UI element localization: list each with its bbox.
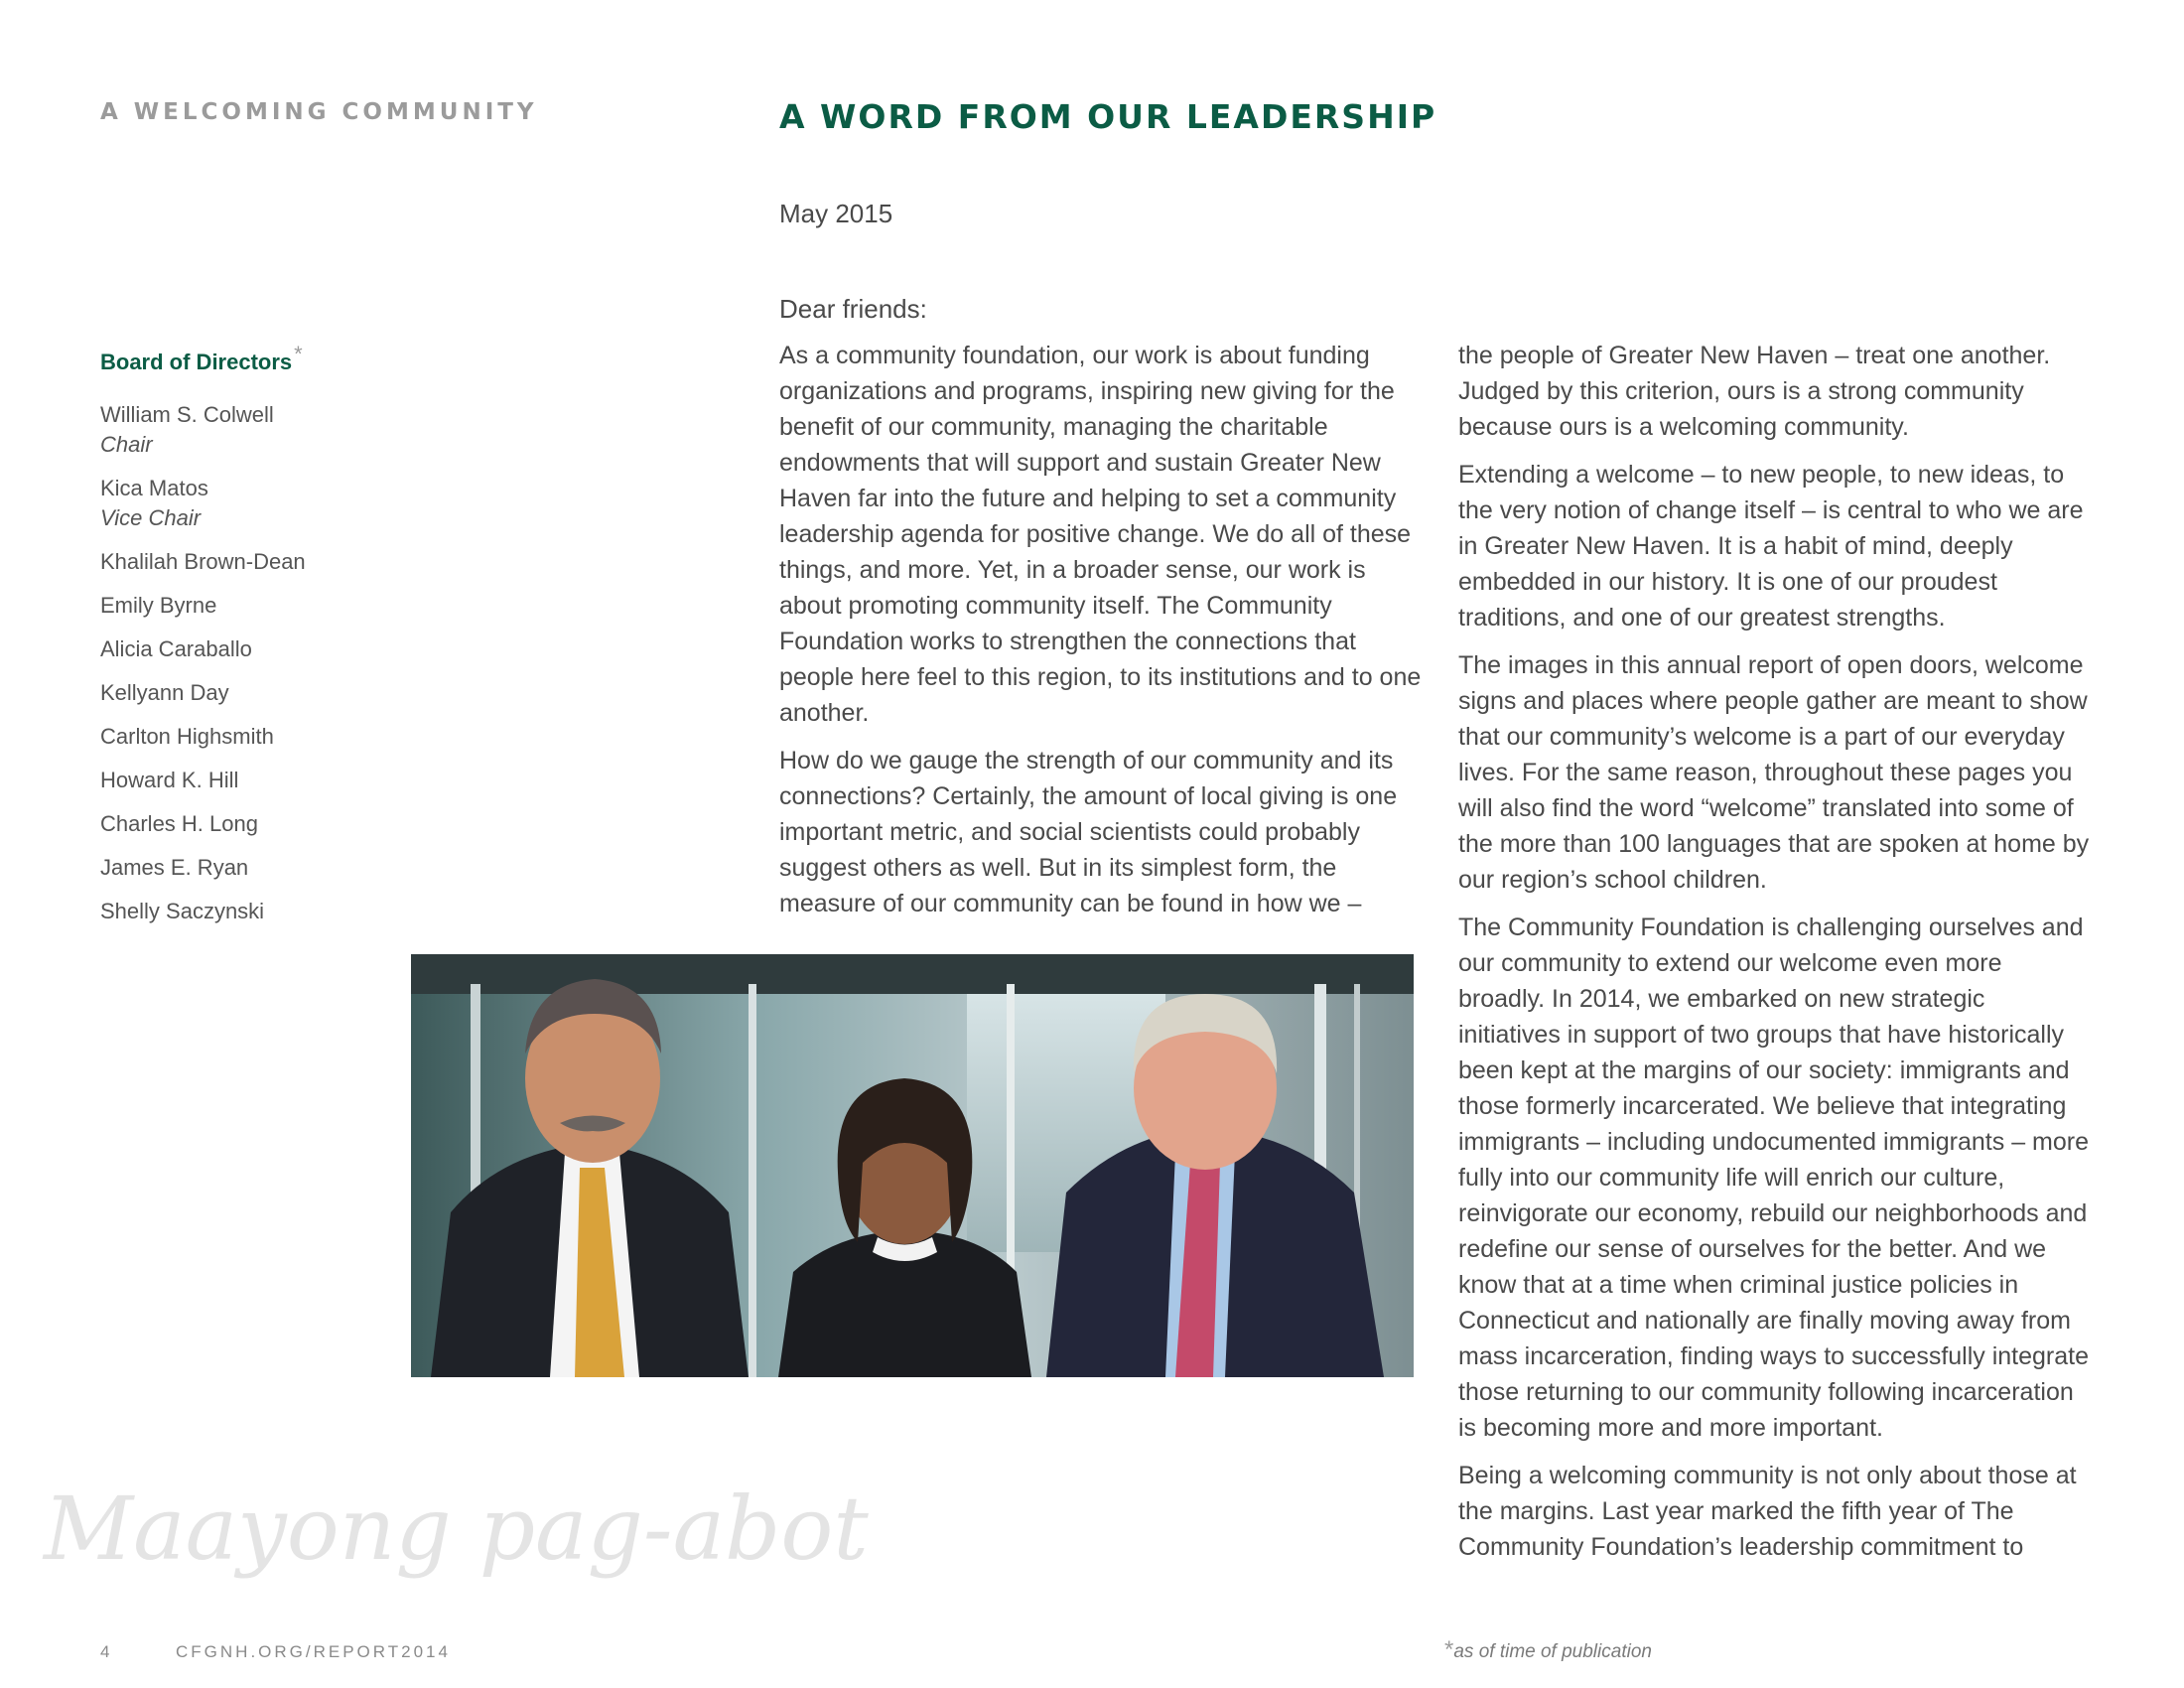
- letter-paragraph: The images in this annual report of open doors, welcome signs and places where people gather are meant to show that our community’s welcome is a part of our everyday lives. For the same reason, throughout these pages you will also find the word “welcome” translated into some of the more than 100 languages that are spoken at home by our region’s school children.: [1458, 651, 2090, 894]
- section-label: A WELCOMING COMMUNITY: [100, 99, 538, 125]
- welcome-translation: Maayong pag-abot: [44, 1477, 869, 1580]
- board-member-name: Kellyann Day: [100, 680, 229, 705]
- board-member-list: [100, 400, 398, 940]
- letter-paragraph: How do we gauge the strength of our community and its connections? Certainly, the amount of local giving is one important metric, and social scientists could probably suggest others as well. But in its simplest form, the measure of our community can be found in how we –: [779, 747, 1398, 917]
- board-member: [100, 678, 398, 708]
- board-heading: [100, 342, 303, 375]
- leadership-photo: [411, 954, 1414, 1377]
- letter-paragraph: Extending a welcome – to new people, to new ideas, to the very notion of change itself – is central to who we are in Greater New Haven. It is a habit of mind, deeply embedded in our history. It is one of our proudest traditions, and one of our greatest strengths.: [1458, 461, 2084, 632]
- board-member-name: Khalilah Brown-Dean: [100, 549, 306, 574]
- board-member-name: William S. Colwell: [100, 402, 274, 427]
- site-url: CFGNH.ORG/REPORT2014: [176, 1642, 451, 1661]
- board-member-name: Alicia Caraballo: [100, 636, 252, 661]
- board-member-name: Carlton Highsmith: [100, 724, 274, 749]
- board-member: [100, 766, 398, 795]
- letter-salutation: Dear friends:: [779, 294, 927, 324]
- letter-paragraph: The Community Foundation is challenging ourselves and our community to extend our welcome even more broadly. In 2014, we embarked on new strategic initiatives in support of two groups that have historically been kept at the margins of our society: immigrants and those formerly incarcerated. We believe that integrating immigrants – including undocumented immigrants – more fully into our community life will enrich our culture, reinvigorate our economy, rebuild our neighborhoods and redefine our sense of ourselves for the better. And we know that at a time when criminal justice policies in Connecticut and nationally are finally moving away from mass incarceration, finding ways to successfully integrate those returning to our community following incarceration is becoming more and more important.: [1458, 914, 2090, 1442]
- board-heading-text: Board of Directors: [100, 350, 293, 374]
- board-member: [100, 591, 398, 621]
- board-member: [100, 897, 398, 926]
- board-member: [100, 853, 398, 883]
- footnote-asterisk: *: [1444, 1636, 1454, 1663]
- letter-paragraph: As a community foundation, our work is about funding organizations and programs, inspiring new giving for the benefit of our community, managing the charitable endowments that will support and sustain Greater New Haven far into the future and helping to set a community leadership agenda for positive change. We do all of these things, and more. Yet, in a broader sense, our work is about promoting community itself. The Community Foundation works to strengthen the connections that people here feel to this region, to its institutions and to one another.: [779, 342, 1422, 727]
- footnote: [1444, 1636, 1652, 1664]
- board-member: [100, 809, 398, 839]
- page-title: A WORD FROM OUR LEADERSHIP: [779, 97, 1437, 136]
- board-member-name: James E. Ryan: [100, 855, 249, 880]
- board-heading-asterisk: *: [294, 342, 303, 366]
- letter-paragraph: the people of Greater New Haven – treat one another. Judged by this criterion, ours is a strong community because ours is a welcoming community.: [1458, 342, 2051, 441]
- board-member-name: Howard K. Hill: [100, 768, 239, 792]
- board-member-name: Emily Byrne: [100, 593, 217, 618]
- letter-date: May 2015: [779, 199, 893, 228]
- board-member: [100, 400, 398, 460]
- board-member-role: Vice Chair: [100, 505, 202, 530]
- board-member-name: Charles H. Long: [100, 811, 258, 836]
- board-member-name: Kica Matos: [100, 476, 208, 500]
- page-number: 4: [100, 1642, 110, 1661]
- board-member: [100, 474, 398, 533]
- board-member: [100, 547, 398, 577]
- board-member-role: Chair: [100, 432, 153, 457]
- board-member: [100, 634, 398, 664]
- board-member-name: Shelly Saczynski: [100, 899, 265, 923]
- letter-paragraph: Being a welcoming community is not only about those at the margins. Last year marked the fifth year of The Community Foundation’s leadership commitment to: [1458, 1462, 2077, 1561]
- board-member: [100, 722, 398, 752]
- footnote-text: as of time of publication: [1453, 1641, 1652, 1662]
- letter-column-1: [779, 338, 1434, 933]
- letter-column-2: [1458, 338, 2094, 1577]
